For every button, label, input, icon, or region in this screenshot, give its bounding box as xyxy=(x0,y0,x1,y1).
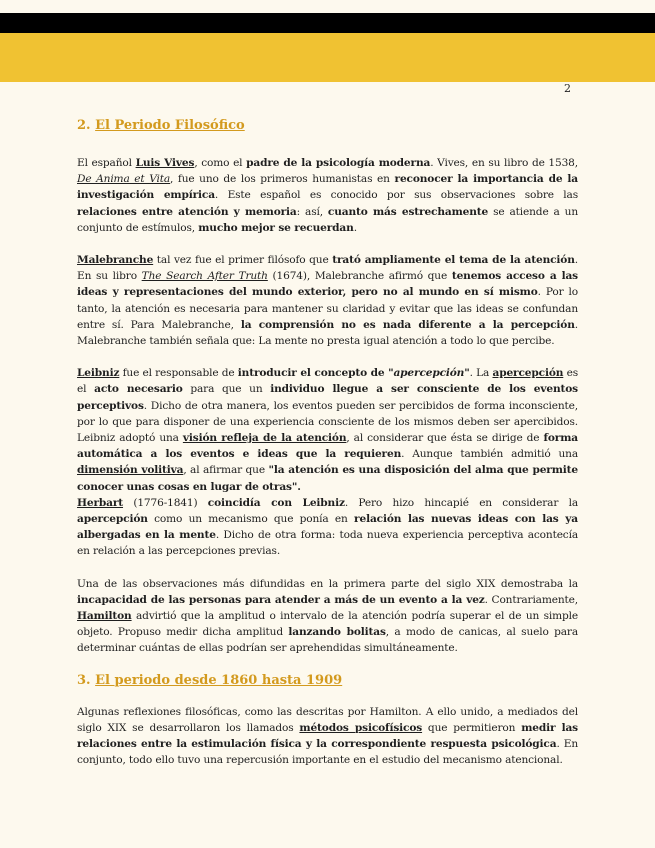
paragraph-leibniz: Leibniz fue el responsable de introducir el concepto de "apercepción". La apercepción es el acto necesario para que un individuo llegue a ser consciente de los eventos perceptivos. Dicho de otra manera, los eventos pueden ser percibidos de forma inconsciente, por lo que para disponer de una experiencia consciente de los mismos deben ser apercibidos. Leibniz adoptó una visión refleja de la atención, al considerar que ésta se dirige de forma automática a los eventos e ideas que la requieren. Aunque también admitió una dimensión volitiva, al afirmar que "la atención es una disposición del alma que permite conocer unas cosas en lugar de otras". xyxy=(77,367,578,493)
section-3-title: El periodo desde 1860 hasta 1909 xyxy=(95,672,343,688)
paragraph-psychophysics: Algunas reflexiones filosóficas, como las descritas por Hamilton. A ello unido, a mediados del siglo XIX se desarrollaron los llamados métodos psicofísicos que permitieron medir las relaciones entre la estimulación física y la correspondiente respuesta psicológica. En conjunto, todo ello tuvo una repercusión importante en el estudio del mecanismo atencional. xyxy=(77,705,578,767)
page-number: 2 xyxy=(564,82,571,95)
section-2-number: 2. xyxy=(77,118,91,133)
paragraph-vives: El español Luis Vives, como el padre de la psicología moderna. Vives, en su libro de 1538, De Anima et Vita, fue uno de los primeros humanistas en reconocer la importancia de la investigación empírica. Este español es conocido por sus observaciones sobre las relaciones entre atención y memoria: así, cuanto más estrechamente se atiende a un conjunto de estímulos, mucho mejor se recuerdan. xyxy=(77,157,579,234)
section-2-heading xyxy=(77,118,578,133)
section-3-heading xyxy=(77,673,578,688)
document-body xyxy=(77,118,578,785)
paragraph-malebranche: Malebranche tal vez fue el primer filósofo que trató ampliamente el tema de la atención. En su libro The Search After Truth (1674), Malebranche afirmó que tenemos acceso a las ideas y representaciones del mundo exterior, pero no al mundo en sí mismo. Por lo tanto, la atención es necesaria para mantener su claridad y evitar que las ideas se confundan entre sí. Para Malebranche, la comprensión no es nada diferente a la percepción. Malebranche también señala que: La mente no presta igual atención a todo lo que percibe. xyxy=(77,254,579,348)
top-black-bar xyxy=(0,13,655,33)
paragraph-herbart: Herbart (1776-1841) coincidía con Leibniz. Pero hizo hincapié en considerar la apercepción como un mecanismo que ponía en relación las nuevas ideas con las ya albergadas en la mente. Dicho de otra forma: toda nueva experiencia perceptiva acontecía en relación a las percepciones previas. xyxy=(77,496,578,558)
header-band xyxy=(0,33,655,95)
paragraph-hamilton: Una de las observaciones más difundidas en la primera parte del siglo XIX demostraba la incapacidad de las personas para atender a más de un evento a la vez. Contrariamente, Hamilton advirtió que la amplitud o intervalo de la atención podría superar el de un simple objeto. Propuso medir dicha amplitud lanzando bolitas, a modo de canicas, al suelo para determinar cuántas de ellas podrían ser aprehendidas simultáneamente. xyxy=(77,577,578,655)
section-2-title: El Periodo Filosófico xyxy=(95,118,245,133)
section-3-number: 3. xyxy=(77,672,91,688)
